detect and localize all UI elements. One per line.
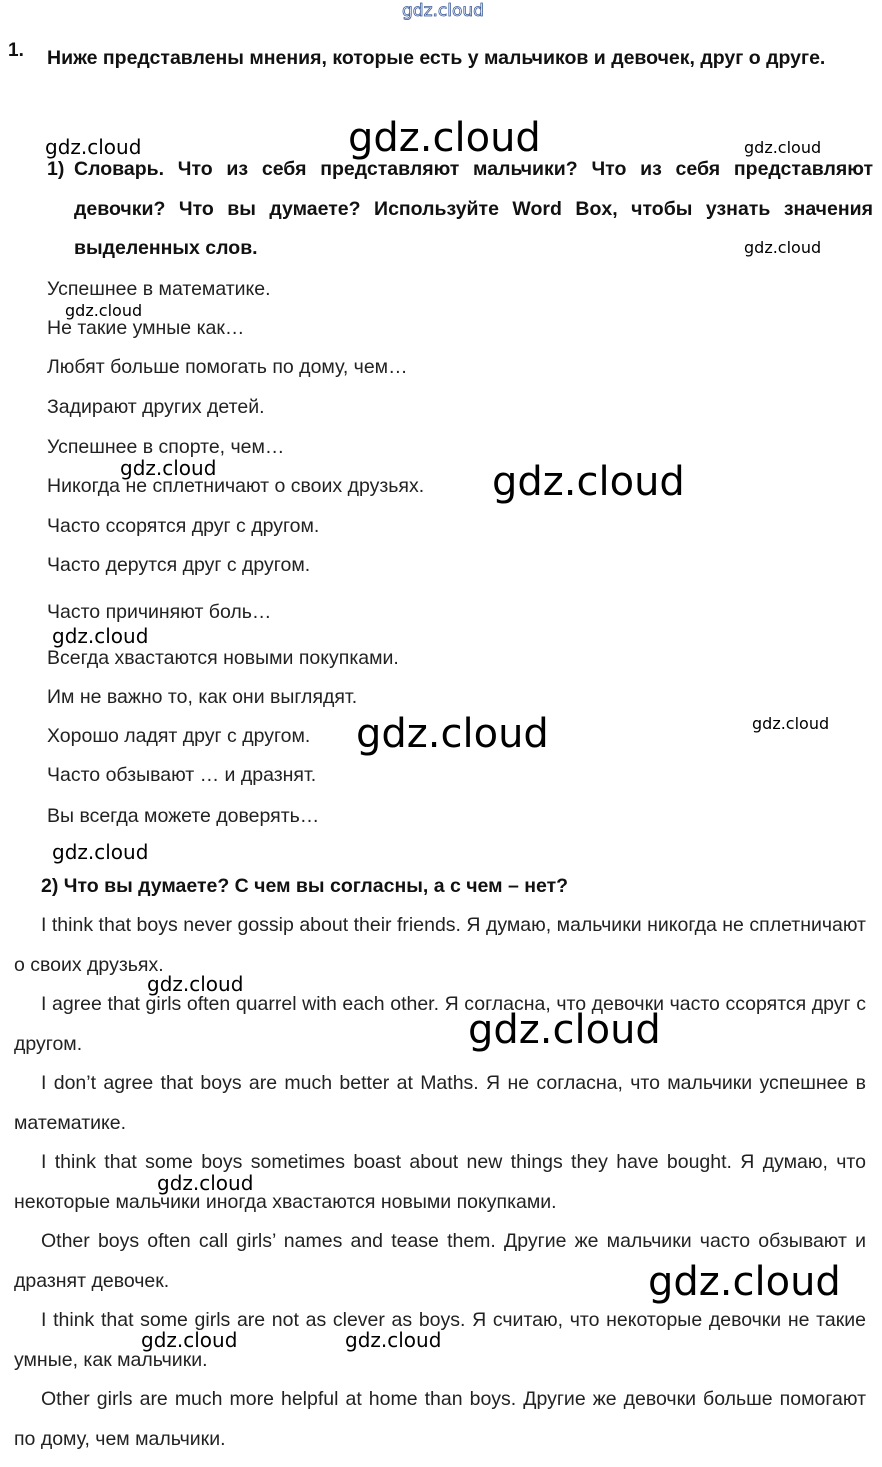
opinion-item: Любят больше помогать по дому, чем… (47, 356, 408, 378)
opinion-item: Вы всегда можете доверять… (47, 805, 320, 827)
watermark: gdz.cloud (492, 459, 685, 505)
opinion-item: Часто причиняют боль… (47, 601, 272, 623)
answer-paragraph: Other girls are much more helpful at home than boys. Другие же девочки больше помогают по дому, чем мальчики. (14, 1388, 866, 1450)
watermark: gdz.cloud (468, 1007, 661, 1053)
task-title: Ниже представлены мнения, которые есть у мальчиков и девочек, друг о друге. (47, 47, 826, 69)
watermark: gdz.cloud (345, 1328, 442, 1352)
opinion-item: Успешнее в спорте, чем… (47, 436, 285, 458)
answer-paragraph: I agree that girls often quarrel with each other. Я согласна, что девочки часто ссорятся друг с другом. (14, 993, 866, 1055)
answer-paragraph: I don’t agree that boys are much better at Maths. Я не согласна, что мальчики успешнее в математике. (14, 1072, 866, 1134)
task-number: 1. (8, 40, 24, 61)
part2-heading: 2) Что вы думаете? С чем вы согласны, а с чем – нет? (41, 875, 569, 897)
opinion-item: Всегда хвастаются новыми покупками. (47, 647, 399, 669)
opinion-item: Хорошо ладят друг с другом. (47, 725, 311, 747)
watermark: gdz.cloud (52, 840, 149, 864)
watermark-top: gdz.cloud (402, 1, 484, 21)
watermark: gdz.cloud (147, 972, 244, 996)
opinion-item: Никогда не сплетничают о своих друзьях. (47, 475, 425, 497)
watermark: gdz.cloud (65, 301, 143, 320)
opinion-item: Задирают других детей. (47, 396, 265, 418)
answer-paragraph: Other boys often call girls’ names and tease them. Другие же мальчики часто обзывают и дразнят девочек. (14, 1230, 866, 1292)
watermark: gdz.cloud (348, 115, 541, 161)
answer-paragraph: I think that some girls are not as clever as boys. Я считаю, что некоторые девочки не такие умные, как мальчики. (14, 1309, 866, 1371)
watermark: gdz.cloud (744, 238, 822, 257)
watermark: gdz.cloud (752, 714, 830, 733)
answer-paragraph: I think that boys never gossip about their friends. Я думаю, мальчики никогда не сплетничают о своих друзьях. (14, 914, 866, 976)
opinion-item: Не такие умные как… (47, 317, 245, 339)
watermark: gdz.cloud (52, 624, 149, 648)
watermark: gdz.cloud (141, 1328, 238, 1352)
part1-heading-text: Словарь. Что из себя представляют мальчики? Что из себя представляют девочки? Что вы думаете? Используйте Word Box, чтобы узнать значения выделенных слов. (74, 158, 873, 259)
part1-number: 1) (47, 158, 65, 180)
opinion-item: Успешнее в математике. (47, 278, 271, 300)
watermark: gdz.cloud (157, 1171, 254, 1195)
opinion-item: Им не важно то, как они выглядят. (47, 686, 358, 708)
watermark: gdz.cloud (120, 456, 217, 480)
opinion-item: Часто ссорятся друг с другом. (47, 515, 320, 537)
opinion-item: Часто дерутся друг с другом. (47, 554, 311, 576)
watermark: gdz.cloud (356, 711, 549, 757)
watermark: gdz.cloud (744, 138, 822, 157)
opinion-item: Часто обзывают … и дразнят. (47, 764, 317, 786)
watermark: gdz.cloud (648, 1259, 841, 1305)
watermark: gdz.cloud (45, 135, 142, 159)
answer-paragraph: I think that some boys sometimes boast about new things they have bought. Я думаю, что некоторые мальчики иногда хвастаются новыми покупками. (14, 1151, 866, 1213)
